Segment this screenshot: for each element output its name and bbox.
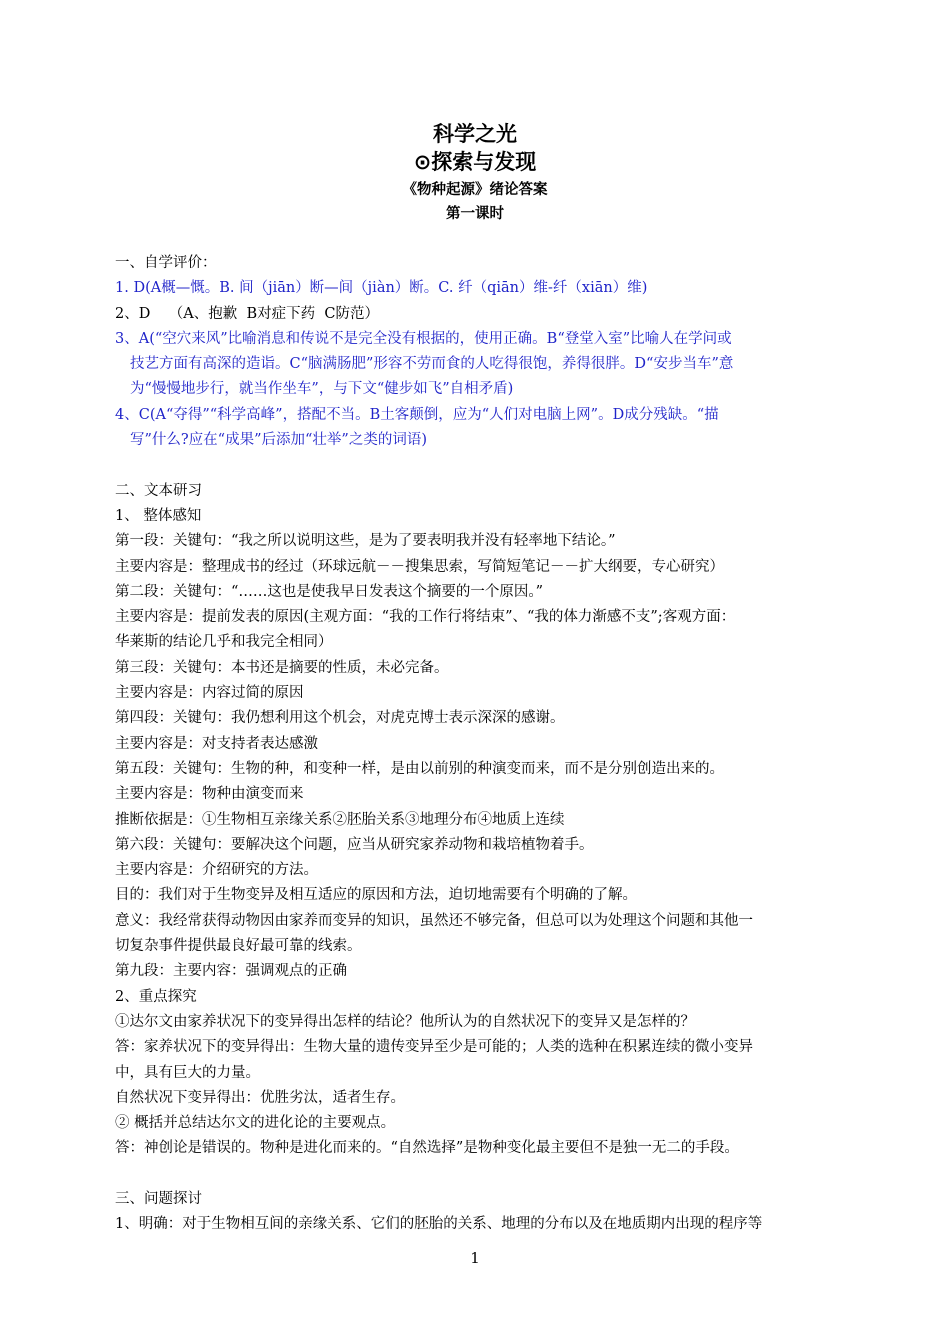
paragraph-line: 主要内容是：介绍研究的方法。	[115, 862, 318, 879]
section-heading-discussion: 三、问题探讨	[115, 1190, 202, 1207]
paragraph-line: 自然状况下变异得出：优胜劣汰，适者生存。	[115, 1089, 405, 1106]
answer-3-line-3: 为“慢慢地步行，就当作坐车”，与下文“健步如飞”自相矛盾)	[130, 381, 514, 398]
main-title: 科学之光	[433, 122, 517, 146]
period-title: 第一课时	[446, 206, 504, 222]
paragraph-line: 答：家养状况下的变异得出：生物大量的遗传变异至少是可能的；人类的选种在积累连续的微小变异	[115, 1039, 753, 1056]
subheading-overall: 1、 整体感知	[115, 507, 202, 524]
paragraph-line: 中，具有巨大的力量。	[115, 1064, 260, 1081]
paragraph-line: 主要内容是：内容过简的原因	[115, 685, 304, 702]
paragraph-line: 第五段：关键句：生物的种，和变种一样，是由以前别的种演变而来，而不是分别创造出来的。	[115, 760, 724, 777]
paragraph-line: 第一段：关键句：“我之所以说明这些，是为了要表明我并没有轻率地下结论。”	[115, 533, 616, 550]
paragraph-line: 第四段：关键句：我仍想利用这个机会，对虎克博士表示深深的感谢。	[115, 710, 565, 727]
lesson-title: 《物种起源》绪论答案	[402, 182, 548, 198]
paragraph-line: 切复杂事件提供最良好最可靠的线索。	[115, 938, 362, 955]
spacer	[115, 453, 841, 478]
paragraph-line: 主要内容是：物种由演变而来	[115, 786, 304, 803]
spacer	[115, 1162, 841, 1187]
paragraph-line: 答：神创论是错误的。物种是进化而来的。“自然选择”是物种变化最主要但不是独一无二的手段。	[115, 1140, 739, 1157]
answer-3-line-1: 3、A(“空穴来风”比喻消息和传说不是完全没有根据的，使用正确。B“登堂入室”比喻人在学问或	[115, 330, 732, 347]
paragraph-line: 主要内容是：整理成书的经过（环球远航－－搜集思索，写简短笔记－－扩大纲要，专心研究）	[115, 558, 724, 575]
subheading-key-inquiry: 2、重点探究	[115, 988, 197, 1005]
paragraph-line: 主要内容是：对支持者表达感激	[115, 735, 318, 752]
paragraph-line: 第六段：关键句：要解决这个问题，应当从研究家养动物和栽培植物着手。	[115, 836, 594, 853]
section-heading-text-study: 二、文本研习	[115, 482, 202, 499]
paragraph-line: 华莱斯的结论几乎和我完全相同）	[115, 634, 333, 651]
sub-title: ⊙探索与发现	[413, 150, 537, 174]
paragraph-line: 第三段：关键句：本书还是摘要的性质，未必完备。	[115, 659, 449, 676]
paragraph-line: 意义：我经常获得动物因由家养而变异的知识，虽然还不够完备，但总可以为处理这个问题和其他一	[115, 912, 753, 929]
paragraph-line: ② 概括并总结达尔文的进化论的主要观点。	[115, 1115, 396, 1132]
paragraph-line: 主要内容是：提前发表的原因(主观方面：“我的工作行将结束”、“我的体力渐感不支”;客观方面：	[115, 609, 736, 626]
title-block	[0, 120, 950, 226]
answer-3-line-2: 技艺方面有高深的造诣。C“脑满肠肥”形容不劳而食的人吃得很饱，养得很胖。D“安步当车”意	[130, 356, 734, 373]
answer-2: 2、D （A、抱歉 B对症下药 C防范）	[115, 305, 379, 322]
paragraph-line: 1、明确：对于生物相互间的亲缘关系、它们的胚胎的关系、地理的分布以及在地质期内出现的程序等	[115, 1216, 763, 1233]
answer-1: 1. D(A概—慨。B. 间（jiān）断—间（jiàn）断。C. 纤（qiān）维-纤（xiān）维)	[115, 280, 648, 297]
document-body	[115, 251, 841, 1238]
page-number: 1	[470, 1249, 480, 1267]
answer-4-line-2: 写”什么?应在“成果”后添加“壮举”之类的词语)	[130, 432, 427, 449]
section-heading-self-evaluation: 一、自学评价：	[115, 255, 217, 271]
paragraph-line: 第九段：主要内容：强调观点的正确	[115, 963, 347, 980]
paragraph-line: 目的：我们对于生物变异及相互适应的原因和方法，迫切地需要有个明确的了解。	[115, 887, 637, 904]
paragraph-line: ①达尔文由家养状况下的变异得出怎样的结论？他所认为的自然状况下的变异又是怎样的？	[115, 1013, 695, 1030]
answer-4-line-1: 4、C(A“夺得”“科学高峰”，搭配不当。B土客颠倒，应为“人们对电脑上网”。D成分残缺。“描	[115, 406, 719, 423]
paragraph-line: 第二段：关键句：“……这也是使我早日发表这个摘要的一个原因。”	[115, 583, 544, 600]
paragraph-line: 推断依据是：①生物相互亲缘关系②胚胎关系③地理分布④地质上连续	[115, 811, 565, 828]
